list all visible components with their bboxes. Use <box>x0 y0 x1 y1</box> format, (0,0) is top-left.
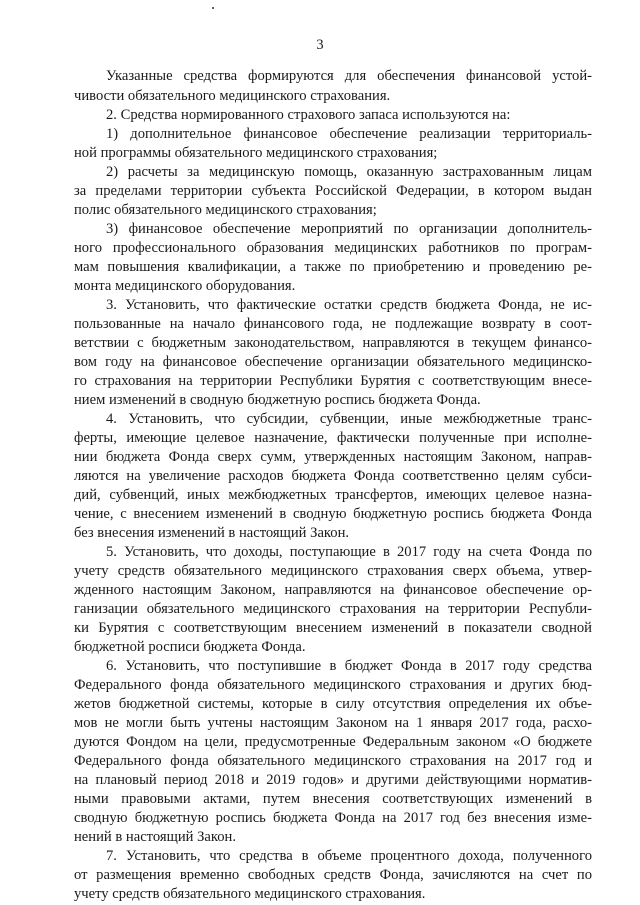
text-line: ного профессионального образования медицинских работников по програм- <box>74 240 592 256</box>
text-line: ной программы обязательного медицинского страхования; <box>74 145 438 161</box>
text-line: жденного настоящим Законом, направляются на финансовое обеспечение ор- <box>74 582 592 598</box>
text-line: монта медицинского оборудования. <box>74 278 296 294</box>
text-line: 6. Установить, что поступившие в бюджет Фонда в 2017 году средства <box>106 658 592 674</box>
text-line: без внесения изменений в настоящий Закон. <box>74 525 350 541</box>
text-line: Указанные средства формируются для обеспечения финансовой устой- <box>106 68 592 84</box>
text-line: Федерального фонда обязательного медицинского страхования и других бюд- <box>74 677 592 693</box>
text-line: 5. Установить, что доходы, поступающие в 2017 году на счета Фонда по <box>106 544 592 560</box>
text-line: дуются Фондом на цели, предусмотренные Федеральным законом «О бюджете <box>74 734 592 750</box>
text-line: на плановый период 2018 и 2019 годов» и другими действующими норматив- <box>74 772 592 788</box>
text-line: чение, с внесением изменений в сводную бюджетную роспись бюджета Фонда <box>74 506 592 522</box>
text-line: за пределами территории субъекта Российской Федерации, в котором выдан <box>74 183 592 199</box>
text-line: ными правовыми актами, путем внесения соответствующих изменений в <box>74 791 592 807</box>
text-line: учету средств обязательного медицинского страхования сверх объема, утвер- <box>74 563 592 579</box>
page-number: 3 <box>316 37 324 53</box>
text-line: 3) финансовое обеспечение мероприятий по организации дополнитель- <box>106 221 592 237</box>
text-line: полис обязательного медицинского страхования; <box>74 202 377 218</box>
text-line: сводную бюджетную роспись бюджета Фонда на 2017 год без внесения изме- <box>74 810 592 826</box>
text-line: 3. Установить, что фактические остатки средств бюджета Фонда, не ис- <box>106 297 592 313</box>
text-line: чивости обязательного медицинского страхования. <box>74 88 391 104</box>
text-line: ганизации обязательного медицинского страхования на территории Республи- <box>74 601 592 617</box>
text-line: ки Бурятия с соответствующим внесением изменений в показатели сводной <box>74 620 592 636</box>
text-line: дий, субвенций, иных межбюджетных трансфертов, имеющих целевое назна- <box>74 487 592 503</box>
text-line: бюджетной росписи бюджета Фонда. <box>74 639 306 655</box>
text-line: пользованные на начало финансового года, не подлежащие возврату в соот- <box>74 316 592 332</box>
text-line: нений в настоящий Закон. <box>74 829 236 845</box>
text-line: 2) расчеты за медицинскую помощь, оказанную застрахованным лицам <box>106 164 592 180</box>
scan-speck <box>212 7 214 9</box>
text-line: го страхования на территории Республики Бурятия с соответствующим внесе- <box>74 373 592 389</box>
text-line: 7. Установить, что средства в объеме процентного дохода, полученного <box>106 848 592 864</box>
text-line: нии бюджета Фонда сверх сумм, утвержденных настоящим Законом, направ- <box>74 449 592 465</box>
text-line: 4. Установить, что субсидии, субвенции, иные межбюджетные транс- <box>106 411 592 427</box>
text-line: 2. Средства нормированного страхового запаса используются на: <box>106 107 511 123</box>
text-line: учету средств обязательного медицинского страхования. <box>74 886 426 902</box>
text-line: 1) дополнительное финансовое обеспечение реализации территориаль- <box>106 126 592 142</box>
text-line: жетов бюджетной системы, которые в силу отсутствия определения их объе- <box>74 696 592 712</box>
text-line: ферты, имеющие целевое назначение, фактически полученные при исполне- <box>74 430 592 446</box>
text-line: мам повышения квалификации, а также по приобретению и проведению ре- <box>74 259 592 275</box>
text-line: мов не могли быть учтены настоящим Законом на 1 января 2017 года, расхо- <box>74 715 592 731</box>
text-line: от размещения временно свободных средств Фонда, зачисляются на счет по <box>74 867 592 883</box>
text-line: нием изменений в сводную бюджетную роспись бюджета Фонда. <box>74 392 481 408</box>
text-line: ляются на увеличение расходов бюджета Фонда соответственно целям субси- <box>74 468 592 484</box>
text-line: Федерального фонда обязательного медицинского страхования на 2017 год и <box>74 753 592 769</box>
text-line: ветствии с бюджетным законодательством, направляются в текущем финансо- <box>74 335 592 351</box>
text-line: вом году на финансовое обеспечение организации обязательного медицинско- <box>74 354 592 370</box>
